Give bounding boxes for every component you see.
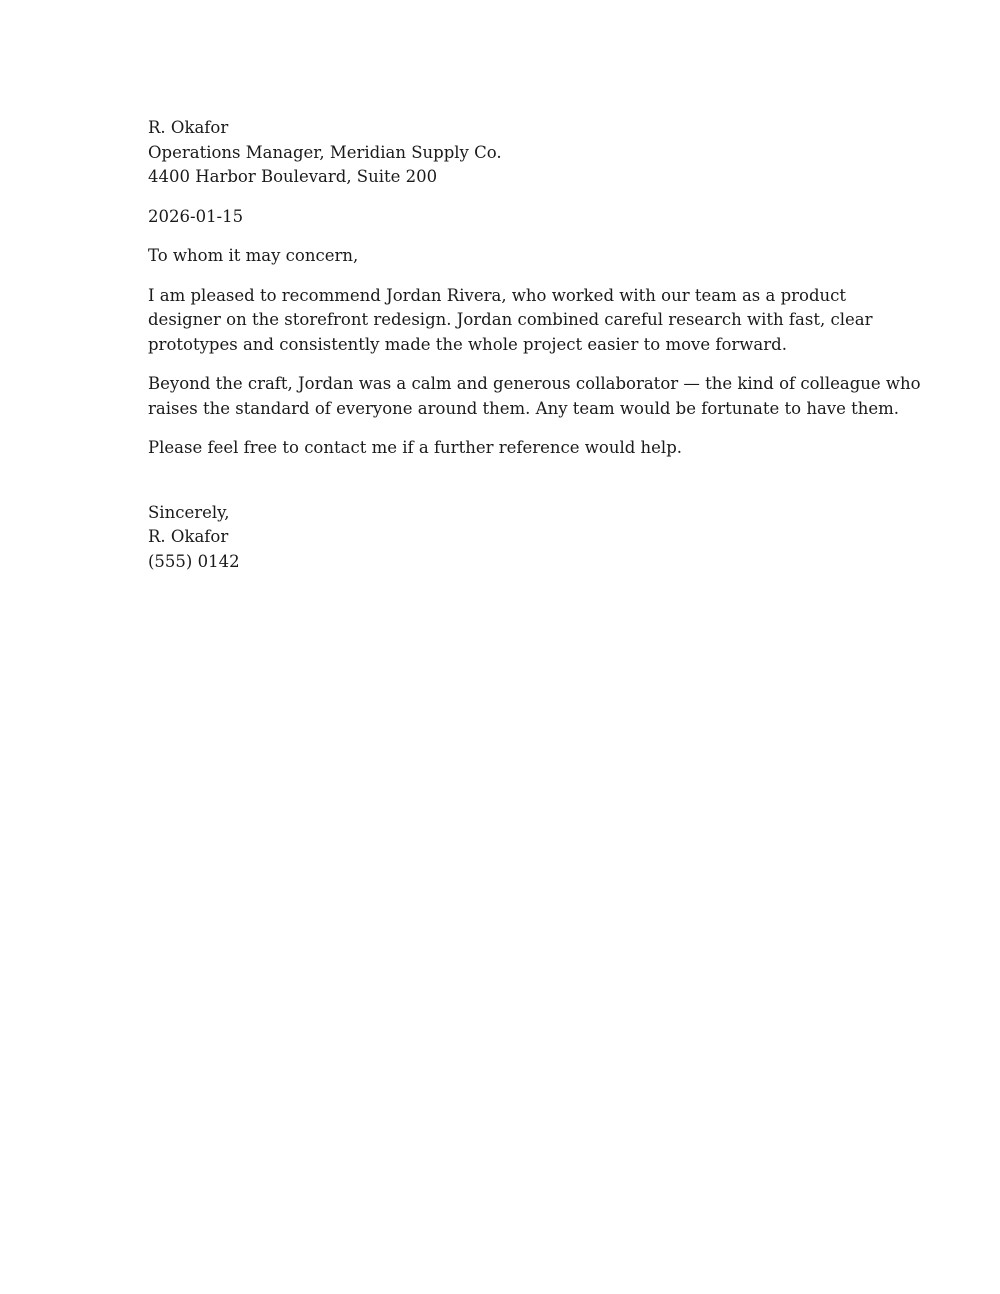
paragraph-line: Please feel free to contact me if a further reference would help. (148, 438, 683, 457)
paragraph-line: Beyond the craft, Jordan was a calm and generous collaborator — the kind of colleague who (148, 374, 921, 393)
letter-date (148, 205, 860, 230)
sender-title: Operations Manager, Meridian Supply Co. (148, 142, 502, 162)
body-paragraph-3 (148, 436, 860, 461)
letter-page (148, 116, 921, 574)
sender-address: 4400 Harbor Boulevard, Suite 200 (148, 167, 438, 186)
salutation-text: To whom it may concern, (148, 246, 359, 265)
signer-phone: (555) 0142 (148, 551, 240, 571)
date-text: 2026-01-15 (148, 206, 244, 226)
salutation (148, 244, 860, 269)
paragraph-line: raises the standard of everyone around them. Any team would be fortunate to have them. (148, 398, 900, 418)
sender-name: R. Okafor (148, 118, 229, 137)
paragraph-line: I am pleased to recommend Jordan Rivera, who worked with our team as a product (148, 285, 847, 305)
closing-block (148, 501, 860, 575)
body-paragraph-2 (148, 372, 921, 421)
paragraph-line: designer on the storefront redesign. Jordan combined careful research with fast, clear (148, 310, 873, 329)
valediction: Sincerely, (148, 502, 230, 522)
paragraph-line: prototypes and consistently made the whole project easier to move forward. (148, 334, 787, 354)
sender-block (148, 116, 860, 190)
signer-name: R. Okafor (148, 527, 229, 546)
body-paragraph-1 (148, 284, 873, 358)
